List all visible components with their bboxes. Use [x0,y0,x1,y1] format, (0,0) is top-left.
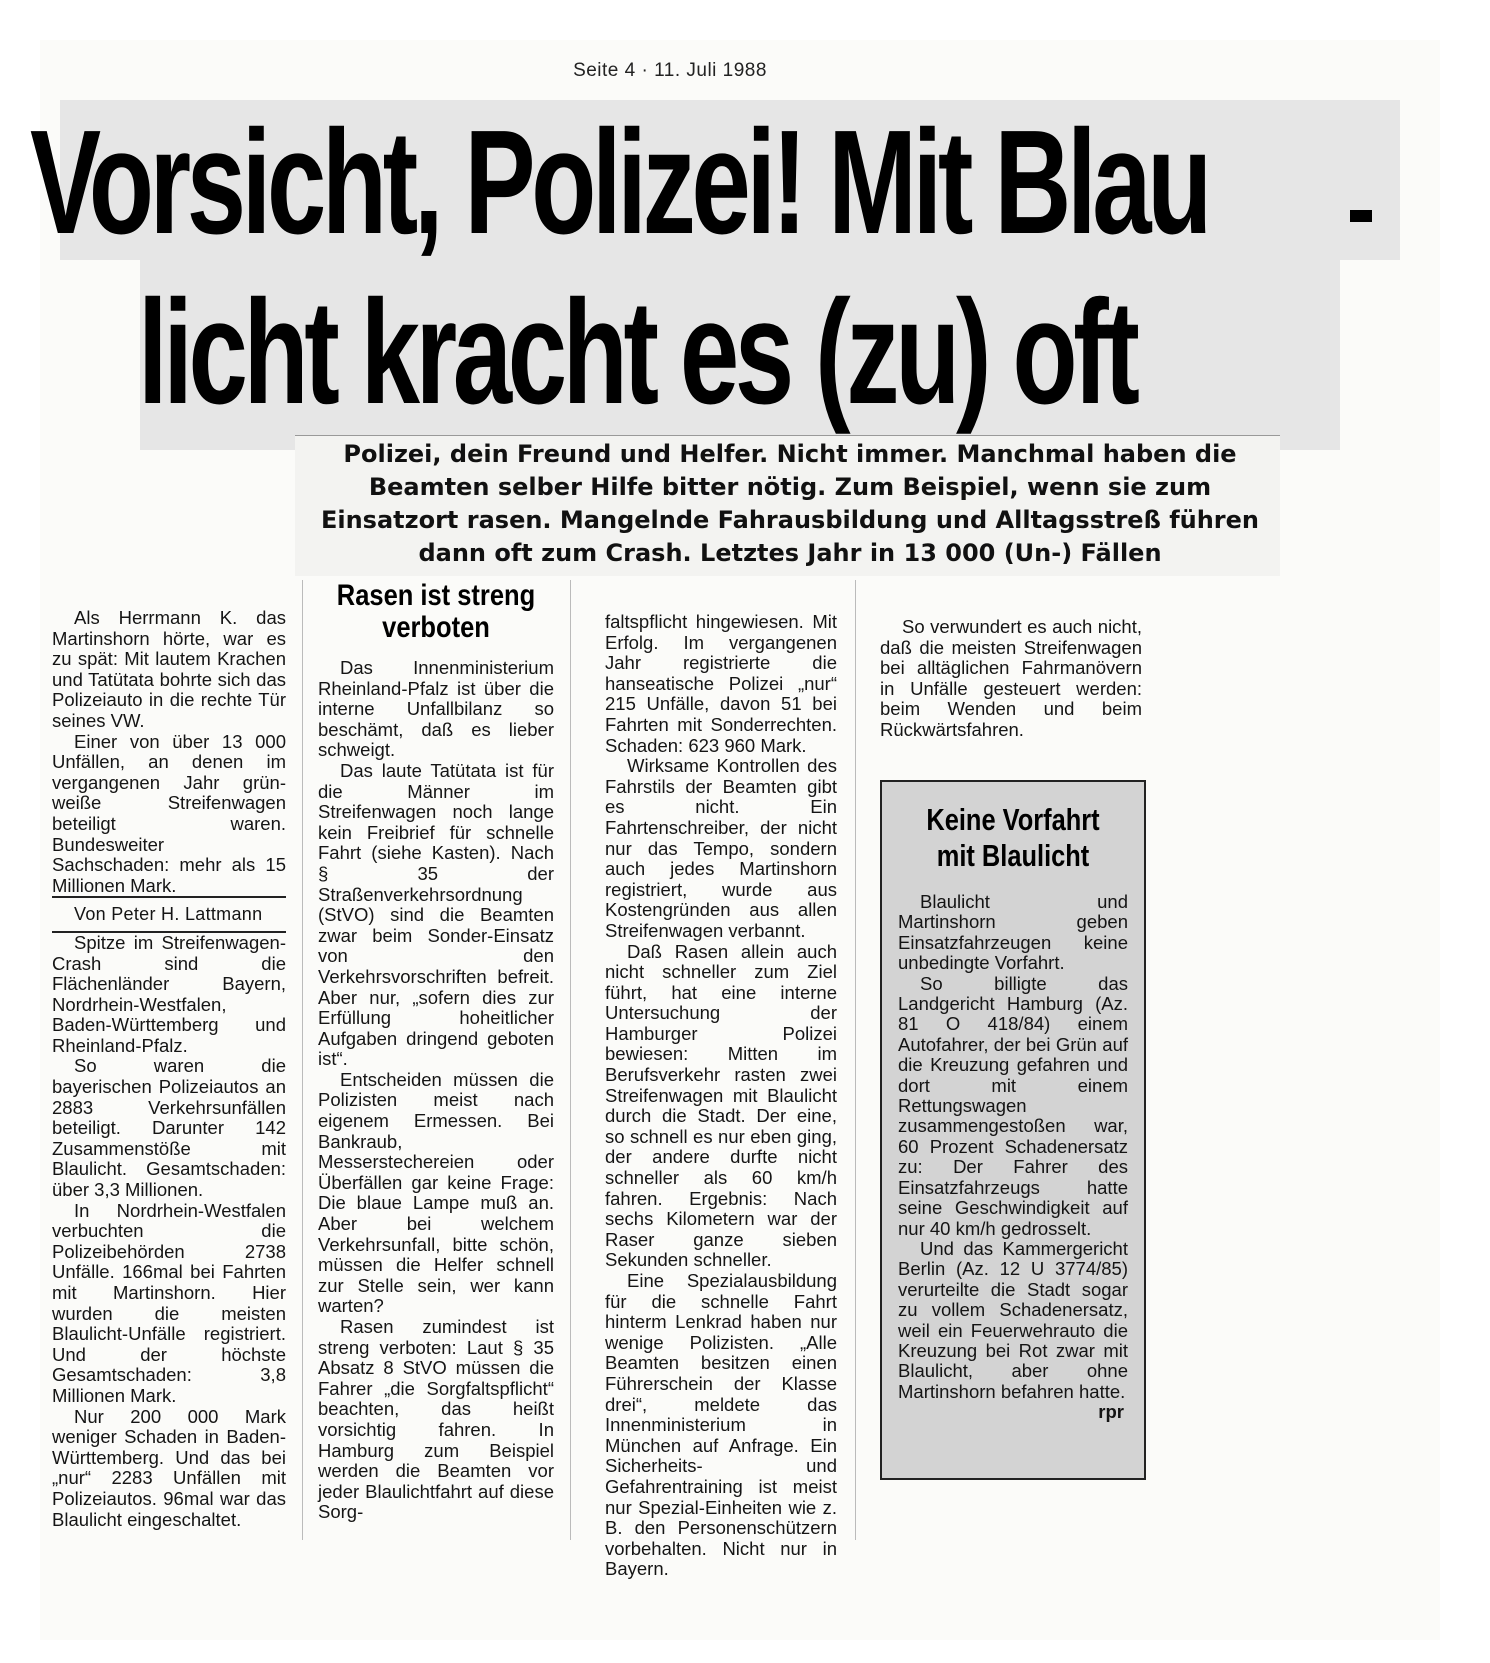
column-1 [52,608,286,1530]
subhead: Polizei, dein Freund und Helfer. Nicht immer. Manchmal haben die Beamten selber Hilfe bitter nötig. Zum Beispiel, wenn sie zum Einsatzort rasen. Mangelnde Fahrausbildung und Alltagsstreß führen dann oft zum Crash. Letztes Jahr in 13 000 (Un-) Fällen [320,440,1260,567]
paragraph: Als Herrmann K. das Martinshorn hörte, war es zu spät: Mit lautem Krachen und Tatütata bohrte sich das Polizeiauto in die rechte Tür seines VW. [52,607,286,731]
column-rule [302,580,303,1540]
paragraph: Das laute Tatütata ist für die Männer im Streifenwagen noch lange kein Freibrief für schnelle Fahrt (siehe Kasten). Nach § 35 der Straßenverkehrsordnung (StVO) sind die Beamten zwar beim Sonder-Einsatz von den Verkehrsvorschriften befreit. Aber nur, „sofern dies zur Erfüllung hoheitlicher Aufgaben dringend geboten ist“. [318,759,554,1070]
section-subtitle: Rasen ist streng verboten [336,579,536,644]
headline-line-2: licht kracht es (zu) oft [138,270,1136,435]
paragraph: Spitze im Streifenwagen-Crash sind die Flächenländer Bayern, Nordrhein-Westfalen, Baden-Württemberg und Rheinland-Pfalz. [52,931,286,1056]
paragraph: So verwundert es auch nicht, daß die meisten Streifenwagen bei alltäglichen Fahrmanövern in Unfälle gesteuert werden: beim Wenden und beim Rückwärtsfahren. [880,616,1142,740]
paragraph: Nur 200 000 Mark weniger Schaden in Baden-Württemberg. Und das bei „nur“ 2283 Unfällen mit Polizeiautos. 96mal war das Blaulicht eingeschaltet. [52,1405,286,1530]
info-box-title: Keine Vorfahrt mit Blaulicht [926,802,1100,873]
dateline: Seite 4 · 11. Juli 1988 [573,60,767,81]
column-2 [318,580,554,1523]
paragraph: Daß Rasen allein auch nicht schneller zum Ziel führt, hat eine interne Untersuchung der Hamburger Polizei bewiesen: Mitten im Berufsverkehr rasten zwei Streifenwagen mit Blaulicht durch die Stadt. Der eine, so schnell es nur eben ging, der andere durfte nicht schneller als 60 km/h fahren. Ergebnis: Nach sechs Kilometern war der Raser ganze sieben Sekunden schneller. [605,940,837,1271]
paragraph: Entscheiden müssen die Polizisten meist nach eigenem Ermessen. Bei Bankraub, Messerstechereien oder Überfällen gar keine Frage: Die blaue Lampe muß an. Aber bei welchem Verkehrsunfall, bitte schön, müssen die Helfer schnell zur Stelle sein, wer kann warten? [318,1068,554,1317]
signature: rpr [1098,1401,1124,1423]
paragraph: So waren die bayerischen Polizeiautos an 2883 Verkehrsunfällen beteiligt. Darunter 142 Zusammenstöße mit Blaulicht. Gesamtschaden: über 3,3 Millionen. [52,1055,286,1201]
paragraph: faltspflicht hingewiesen. Mit Erfolg. Im vergangenen Jahr registrierte die hanseatische Polizei „nur“ 215 Unfälle, davon 51 bei Fahrten mit Sonderrechten. Schaden: 623 960 Mark. [605,611,837,756]
byline: Von Peter H. Lattmann [52,896,286,933]
paragraph: In Nordrhein-Westfalen verbuchten die Polizeibehörden 2738 Unfälle. 166mal bei Fahrten mit Martinshorn. Hier wurden die meisten Blaulicht-Unfälle registriert. Und der höchste Gesamtschaden: 3,8 Millionen Mark. [52,1199,286,1406]
headline-hyphen [1350,210,1372,222]
paragraph: Rasen zumindest ist streng verboten: Laut § 35 Absatz 8 StVO müssen die Fahrer „die Sorgfaltspflicht“ beachten, das heißt vorsichtig fahren. In Hamburg zum Beispiel werden die Beamten vor jeder Blaulichtfahrt auf diese Sorg- [318,1316,554,1523]
headline [30,98,1209,438]
column-4 [880,617,1142,741]
info-box-body [898,891,1128,1423]
column-3 [605,612,837,1580]
column-rule [855,580,856,1540]
headline-line-1: Vorsicht, Polizei! Mit Blau [30,100,1209,265]
paragraph: Eine Spezialausbildung für die schnelle Fahrt hinterm Lenkrad haben nur wenige Polizisten. „Alle Beamten besitzen einen Führerschein der Klasse drei“, meldete das Innenministerium in München auf Anfrage. Ein Sicherheits- und Gefahrentraining ist meist nur Spezial-Einheiten wie z. B. den Personenschützern vorbehalten. Nicht nur in Bayern. [605,1270,837,1580]
paragraph: Das Innenministerium Rheinland-Pfalz ist über die interne Unfallbilanz so beschämt, daß es lieber schweigt. [318,657,554,761]
info-box [880,780,1146,1480]
paragraph: Wirksame Kontrollen des Fahrstils der Beamten gibt es nicht. Ein Fahrtenschreiber, der nicht nur das Tempo, sondern auch jedes Martinshorn registriert, wurde aus Kostengründen aus allen Streifenwagen verbannt. [605,755,837,941]
column-rule [570,580,571,1540]
paragraph: Und das Kammergericht Berlin (Az. 12 U 3774/85) verurteilte die Stadt sogar zu vollem Schadenersatz, weil ein Feuerwehrauto die Kreuzung bei Rot zwar mit Blaulicht, aber ohne Martinshorn befahren hatte. [898,1237,1128,1402]
paragraph: So billigte das Landgericht Hamburg (Az. 81 O 418/84) einem Autofahrer, der bei Grün auf die Kreuzung gefahren und dort mit einem Rettungswagen zusammengestoßen war, 60 Prozent Schadenersatz zu: Der Fahrer des Einsatzfahrzeugs hatte seine Geschwindigkeit auf nur 40 km/h gedrosselt. [898,972,1128,1239]
paragraph: Einer von über 13 000 Unfällen, an denen im vergangenen Jahr grün-weiße Streifenwagen beteiligt waren. Bundesweiter Sachschaden: mehr als 15 Millionen Mark. [52,730,286,896]
paragraph: Blaulicht und Martinshorn geben Einsatzfahrzeugen keine unbedingte Vorfahrt. [898,891,1128,974]
